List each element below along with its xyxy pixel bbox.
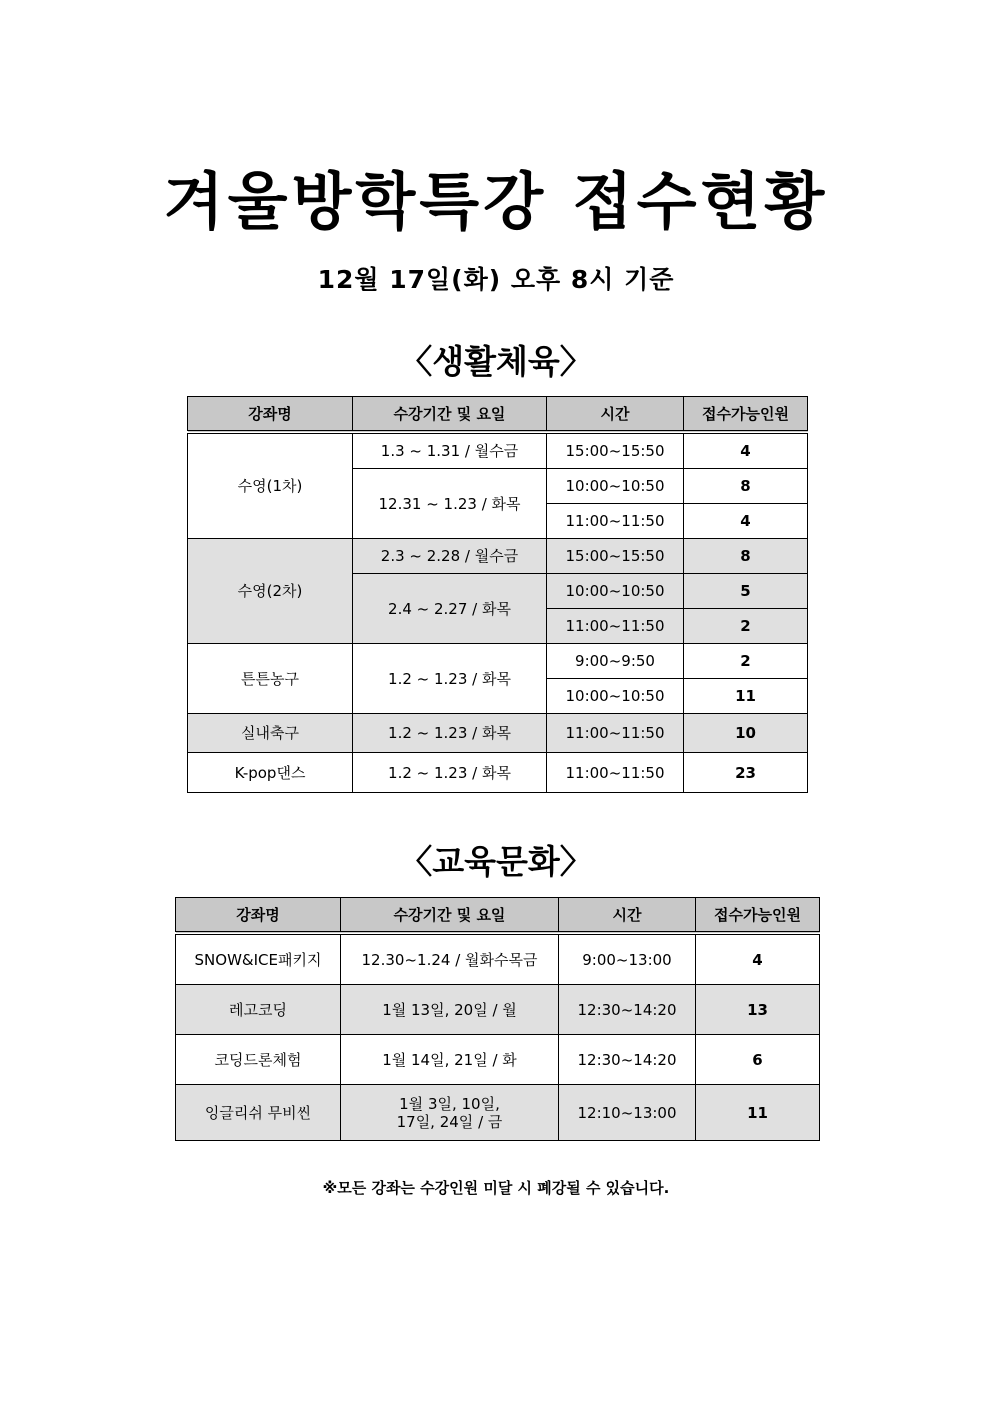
table-row bbox=[188, 432, 808, 469]
course-time: 10:00~10:50 bbox=[547, 679, 684, 714]
course-period: 1.2 ~ 1.23 / 화목 bbox=[353, 753, 547, 793]
course-name: 수영(2차) bbox=[188, 539, 353, 644]
table-row bbox=[176, 985, 820, 1035]
course-time: 10:00~10:50 bbox=[547, 574, 684, 609]
table-row bbox=[176, 933, 820, 985]
course-period-line1: 1월 3일, 10일, bbox=[399, 1094, 500, 1113]
header-period: 수강기간 및 요일 bbox=[341, 898, 559, 934]
page-subtitle: 12월 17일(화) 오후 8시 기준 bbox=[317, 265, 675, 294]
course-name: 실내축구 bbox=[188, 714, 353, 753]
header-course-name: 강좌명 bbox=[188, 397, 353, 433]
course-count: 11 bbox=[696, 1085, 820, 1141]
course-time: 15:00~15:50 bbox=[547, 432, 684, 469]
course-name: 잉글리쉬 무비씬 bbox=[176, 1085, 341, 1141]
course-count: 13 bbox=[696, 985, 820, 1035]
section-title-culture: 〈교육문화〉 bbox=[399, 842, 593, 881]
course-period: 1.2 ~ 1.23 / 화목 bbox=[353, 644, 547, 714]
course-name: 코딩드론체험 bbox=[176, 1035, 341, 1085]
course-count: 11 bbox=[684, 679, 808, 714]
course-name: 튼튼농구 bbox=[188, 644, 353, 714]
table-row bbox=[188, 714, 808, 753]
header-time: 시간 bbox=[547, 397, 684, 433]
course-name: SNOW&ICE패키지 bbox=[176, 933, 341, 985]
course-count: 4 bbox=[696, 933, 820, 985]
header-available: 접수가능인원 bbox=[684, 397, 808, 433]
course-count: 4 bbox=[684, 504, 808, 539]
header-time: 시간 bbox=[559, 898, 696, 934]
course-time: 12:10~13:00 bbox=[559, 1085, 696, 1141]
course-period bbox=[341, 1085, 559, 1141]
course-period: 1월 14일, 21일 / 화 bbox=[341, 1035, 559, 1085]
course-count: 6 bbox=[696, 1035, 820, 1085]
course-period: 1.3 ~ 1.31 / 월수금 bbox=[353, 432, 547, 469]
course-time: 10:00~10:50 bbox=[547, 469, 684, 504]
course-count: 10 bbox=[684, 714, 808, 753]
section-title-sports: 〈생활체육〉 bbox=[399, 342, 593, 381]
course-period: 12.31 ~ 1.23 / 화목 bbox=[353, 469, 547, 539]
course-time: 9:00~13:00 bbox=[559, 933, 696, 985]
course-name: 레고코딩 bbox=[176, 985, 341, 1035]
page-title: 겨울방학특강 접수현황 bbox=[163, 165, 829, 238]
course-time: 12:30~14:20 bbox=[559, 985, 696, 1035]
header-period: 수강기간 및 요일 bbox=[353, 397, 547, 433]
footnote: ※모든 강좌는 수강인원 미달 시 폐강될 수 있습니다. bbox=[322, 1179, 670, 1197]
culture-table bbox=[175, 897, 820, 1141]
course-count: 2 bbox=[684, 609, 808, 644]
sports-table bbox=[187, 396, 808, 793]
table-header-row bbox=[188, 397, 808, 433]
table-row bbox=[188, 644, 808, 679]
course-time: 11:00~11:50 bbox=[547, 609, 684, 644]
course-count: 23 bbox=[684, 753, 808, 793]
table-row bbox=[188, 539, 808, 574]
course-time: 15:00~15:50 bbox=[547, 539, 684, 574]
course-count: 2 bbox=[684, 644, 808, 679]
course-count: 8 bbox=[684, 469, 808, 504]
course-time: 12:30~14:20 bbox=[559, 1035, 696, 1085]
course-time: 9:00~9:50 bbox=[547, 644, 684, 679]
course-period: 1월 13일, 20일 / 월 bbox=[341, 985, 559, 1035]
header-course-name: 강좌명 bbox=[176, 898, 341, 934]
table-row bbox=[188, 753, 808, 793]
course-period-line2: 17일, 24일 / 금 bbox=[396, 1112, 503, 1131]
course-name: K-pop댄스 bbox=[188, 753, 353, 793]
course-count: 4 bbox=[684, 432, 808, 469]
course-period: 2.4 ~ 2.27 / 화목 bbox=[353, 574, 547, 644]
table-row bbox=[176, 1035, 820, 1085]
course-time: 11:00~11:50 bbox=[547, 753, 684, 793]
course-period: 12.30~1.24 / 월화수목금 bbox=[341, 933, 559, 985]
table-header-row bbox=[176, 898, 820, 934]
header-available: 접수가능인원 bbox=[696, 898, 820, 934]
course-name: 수영(1차) bbox=[188, 432, 353, 539]
course-count: 8 bbox=[684, 539, 808, 574]
course-period: 2.3 ~ 2.28 / 월수금 bbox=[353, 539, 547, 574]
course-count: 5 bbox=[684, 574, 808, 609]
table-row bbox=[176, 1085, 820, 1141]
course-time: 11:00~11:50 bbox=[547, 714, 684, 753]
course-period: 1.2 ~ 1.23 / 화목 bbox=[353, 714, 547, 753]
course-time: 11:00~11:50 bbox=[547, 504, 684, 539]
